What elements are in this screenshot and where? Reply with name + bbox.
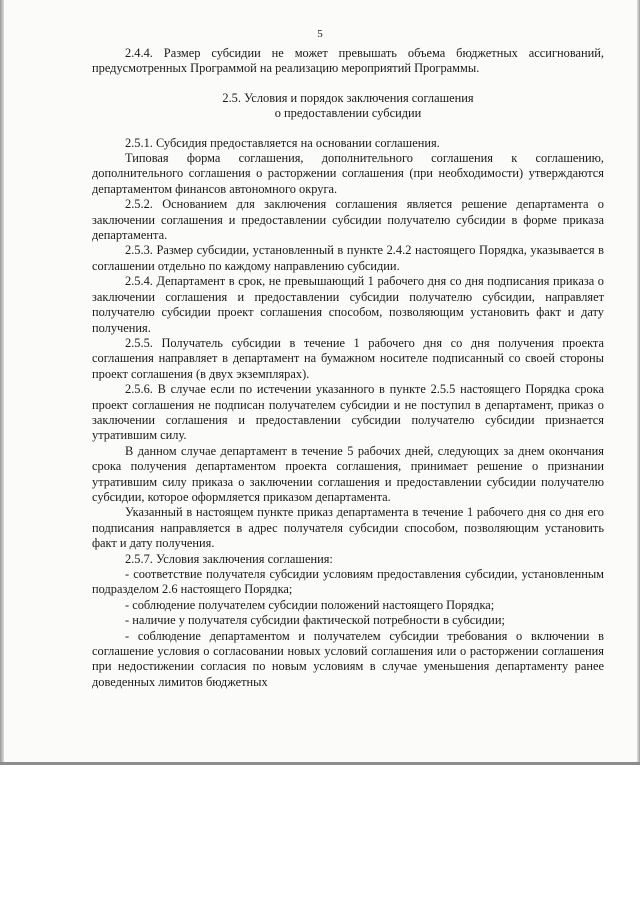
- paragraph-2-4-4: 2.4.4. Размер субсидии не может превышать объема бюджетных ассигнований, предусмотренных Программой на реализацию мероприятий Программы.: [92, 46, 604, 76]
- scan-edge-left: [0, 0, 4, 765]
- paragraph: 2.5.2. Основанием для заключения соглашения является решение департамента о заключении соглашения и предоставлении субсидии получателю субсидии в форме приказа департамента.: [92, 197, 604, 243]
- paragraph: 2.5.1. Субсидия предоставляется на основании соглашения.: [125, 135, 440, 150]
- list-item: - соблюдение получателем субсидии положений настоящего Порядка;: [125, 597, 495, 612]
- list-item: - соблюдение департаментом и получателем субсидии требования о включении в соглашение условия о согласовании новых условий соглашения или о расторжении соглашения при недостижении согласия по новым условиям в случае уменьшения департаменту ранее доведенных лимитов бюджетных: [92, 628, 604, 689]
- blank-area: [0, 765, 640, 905]
- page-number: 5: [317, 28, 323, 40]
- paragraph: 2.5.4. Департамент в срок, не превышающий 1 рабочего дня со дня подписания приказа о заключении соглашения и предоставлении субсидии получателю субсидии, направляет получателю субсидии проект соглашения способом, позволяющим установить факт и дату получения.: [92, 274, 604, 335]
- section-heading-line2: о предоставлении субсидии: [274, 106, 422, 121]
- paragraph: 2.5.6. В случае если по истечении указанного в пункте 2.5.5 настоящего Порядка срока проект соглашения не подписан получателем субсидии и не поступил в департамент, приказ о заключении соглашения и предоставлении субсидии получателю субсидии признается утратившим силу.: [92, 382, 604, 443]
- section-heading-line1: 2.5. Условия и порядок заключения соглашения: [222, 90, 474, 105]
- paragraph: 2.5.3. Размер субсидии, установленный в пункте 2.4.2 настоящего Порядка, указывается в соглашении отдельно по каждому направлению субсидии.: [92, 243, 604, 273]
- paragraph: В данном случае департамент в течение 5 рабочих дней, следующих за днем окончания срока получения департаментом проекта соглашения, принимает решение о признании утратившим силу приказа о заключении соглашения и предоставлении субсидии получателю субсидии, которое оформляется приказом департамента.: [92, 443, 604, 504]
- list-item: - соответствие получателя субсидии условиям предоставления субсидии, установленным подразделом 2.6 настоящего Порядка;: [92, 567, 604, 597]
- paragraph: Указанный в настоящем пункте приказ департамента в течение 1 рабочего дня со дня его подписания направляется в адрес получателя субсидии способом, позволяющим установить факт и дату получения.: [92, 505, 604, 551]
- document-body: [92, 46, 604, 690]
- paragraph: Типовая форма соглашения, дополнительного соглашения к соглашению, дополнительного соглашения о расторжении соглашения (при необходимости) утверждаются департаментом финансов автономного округа.: [92, 151, 604, 196]
- paragraph: 2.5.7. Условия заключения соглашения:: [125, 551, 333, 566]
- section-heading: [92, 91, 604, 122]
- paragraph: 2.5.5. Получатель субсидии в течение 1 рабочего дня со дня получения проекта соглашения направляет в департамент на бумажном носителе подписанный со своей стороны проект соглашения (в двух экземплярах).: [92, 335, 604, 381]
- list-item: - наличие у получателя субсидии фактической потребности в субсидии;: [125, 613, 505, 628]
